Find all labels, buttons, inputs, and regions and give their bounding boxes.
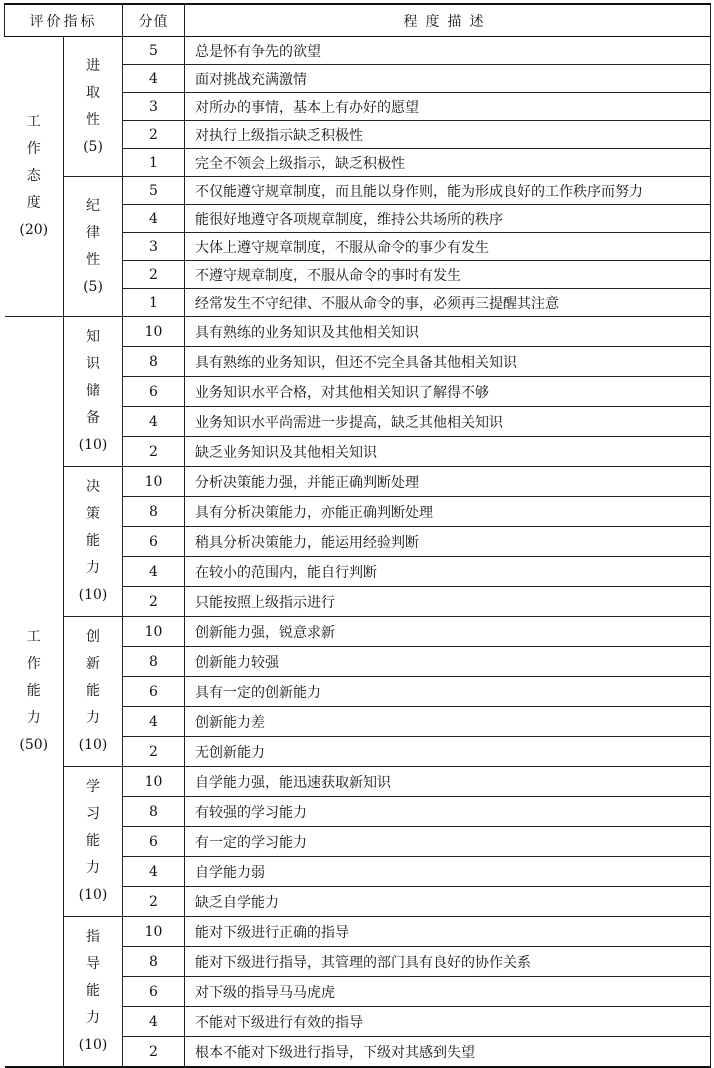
- group-label: [5, 37, 64, 317]
- description-cell: 在较小的范围内，能自行判断: [185, 557, 711, 587]
- score-cell: 8: [123, 947, 185, 977]
- description-cell: 经常发生不守纪律、不服从命令的事，必须再三提醒其注意: [185, 289, 711, 317]
- score-cell: 2: [123, 261, 185, 289]
- subcategory-label-char: 能: [86, 683, 100, 699]
- subcategory-label: [64, 37, 123, 177]
- subcategory-label-char: 取: [86, 84, 100, 101]
- group-label-char: 工: [26, 629, 41, 645]
- description-cell: 不仅能遵守规章制度，而且能以身作则，能为形成良好的工作秩序而努力: [185, 177, 711, 205]
- subcategory-label-char: 指: [86, 929, 100, 945]
- score-cell: 10: [123, 917, 185, 947]
- score-cell: 2: [123, 121, 185, 149]
- subcategory-label-char: 力: [86, 860, 100, 876]
- group-label-char: 能: [26, 683, 41, 699]
- description-cell: 业务知识水平尚需进一步提高，缺乏其他相关知识: [185, 407, 711, 437]
- score-cell: 4: [123, 205, 185, 233]
- subcategory-points: (10): [78, 1037, 108, 1053]
- score-cell: 2: [123, 887, 185, 917]
- description-cell: 不遵守规章制度，不服从命令的事时有发生: [185, 261, 711, 289]
- score-cell: 3: [123, 233, 185, 261]
- subcategory-label-char: 知: [86, 329, 100, 345]
- subcategory-label-char: 力: [86, 1010, 100, 1026]
- description-cell: 自学能力强，能迅速获取新知识: [185, 767, 711, 797]
- subcategory-label-char: 性: [86, 251, 100, 268]
- description-cell: 创新能力较强: [185, 647, 711, 677]
- subcategory-label-char: 决: [86, 479, 100, 495]
- description-cell: 稍具分析决策能力，能运用经验判断: [185, 527, 711, 557]
- description-cell: 业务知识水平合格，对其他相关知识了解得不够: [185, 377, 711, 407]
- subcategory-label-char: 创: [86, 629, 100, 645]
- group-label-char: 工: [26, 114, 41, 130]
- subcategory-label-char: 导: [86, 956, 100, 972]
- subcategory-label-char: 律: [86, 224, 100, 241]
- description-cell: 具有熟练的业务知识及其他相关知识: [185, 317, 711, 347]
- score-cell: 8: [123, 497, 185, 527]
- score-cell: 5: [123, 37, 185, 65]
- table-row: [5, 37, 711, 65]
- score-cell: 6: [123, 677, 185, 707]
- description-cell: 缺乏业务知识及其他相关知识: [185, 437, 711, 467]
- group-label-char: 度: [26, 195, 41, 211]
- description-cell: 有较强的学习能力: [185, 797, 711, 827]
- description-cell: 分析决策能力强，并能正确判断处理: [185, 467, 711, 497]
- subcategory-label-char: 纪: [86, 197, 100, 214]
- group-label-char: 力: [26, 710, 41, 726]
- description-cell: 能对下级进行正确的指导: [185, 917, 711, 947]
- description-cell: 对下级的指导马马虎虎: [185, 977, 711, 1007]
- score-cell: 10: [123, 617, 185, 647]
- subcategory-points: (10): [78, 737, 108, 753]
- subcategory-label: [64, 317, 123, 467]
- subcategory-label-char: 力: [86, 710, 100, 726]
- subcategory-label: [64, 767, 123, 917]
- score-cell: 2: [123, 737, 185, 767]
- score-cell: 2: [123, 587, 185, 617]
- subcategory-label: [64, 177, 123, 317]
- score-cell: 10: [123, 767, 185, 797]
- description-cell: 完全不领会上级指示，缺乏积极性: [185, 149, 711, 177]
- description-cell: 具有分析决策能力，亦能正确判断处理: [185, 497, 711, 527]
- score-cell: 2: [123, 1037, 185, 1068]
- description-cell: 具有一定的创新能力: [185, 677, 711, 707]
- score-cell: 4: [123, 65, 185, 93]
- header-score: 分值: [123, 4, 185, 37]
- group-points: (20): [19, 222, 49, 238]
- table-row: [5, 467, 711, 497]
- group-label-char: 作: [26, 656, 41, 672]
- table-row: [5, 177, 711, 205]
- score-cell: 4: [123, 557, 185, 587]
- table-row: [5, 917, 711, 947]
- subcategory-label: [64, 617, 123, 767]
- subcategory-points: (10): [78, 437, 108, 453]
- description-cell: 只能按照上级指示进行: [185, 587, 711, 617]
- description-cell: 大体上遵守规章制度，不服从命令的事少有发生: [185, 233, 711, 261]
- score-cell: 4: [123, 1007, 185, 1037]
- subcategory-label-char: 进: [86, 57, 100, 74]
- description-cell: 面对挑战充满激情: [185, 65, 711, 93]
- score-cell: 5: [123, 177, 185, 205]
- subcategory-label-char: 储: [86, 383, 100, 399]
- description-cell: 对所办的事情，基本上有办好的愿望: [185, 93, 711, 121]
- subcategory-label-char: 策: [86, 506, 100, 522]
- description-cell: 缺乏自学能力: [185, 887, 711, 917]
- table-row: [5, 317, 711, 347]
- score-cell: 6: [123, 977, 185, 1007]
- subcategory-label-char: 习: [86, 806, 100, 822]
- score-cell: 8: [123, 647, 185, 677]
- score-cell: 4: [123, 857, 185, 887]
- score-cell: 8: [123, 347, 185, 377]
- description-cell: 无创新能力: [185, 737, 711, 767]
- table-row: [5, 617, 711, 647]
- subcategory-points: (10): [78, 887, 108, 903]
- description-cell: 不能对下级进行有效的指导: [185, 1007, 711, 1037]
- score-cell: 6: [123, 827, 185, 857]
- header-indicator: 评价指标: [5, 4, 123, 37]
- subcategory-label-char: 能: [86, 533, 100, 549]
- description-cell: 具有熟练的业务知识，但还不完全具备其他相关知识: [185, 347, 711, 377]
- score-cell: 3: [123, 93, 185, 121]
- subcategory-points: (5): [83, 278, 103, 295]
- description-cell: 有一定的学习能力: [185, 827, 711, 857]
- description-cell: 自学能力弱: [185, 857, 711, 887]
- group-points: (50): [19, 737, 49, 753]
- score-cell: 1: [123, 289, 185, 317]
- score-cell: 6: [123, 527, 185, 557]
- description-cell: 创新能力强，锐意求新: [185, 617, 711, 647]
- subcategory-label-char: 能: [86, 983, 100, 999]
- evaluation-table: [4, 3, 711, 1068]
- header-description: 程度描述: [185, 4, 711, 37]
- description-cell: 能对下级进行指导，其管理的部门具有良好的协作关系: [185, 947, 711, 977]
- subcategory-label: [64, 917, 123, 1068]
- header-row: [5, 4, 711, 37]
- group-label: [5, 317, 64, 1068]
- subcategory-label: [64, 467, 123, 617]
- subcategory-label-char: 学: [86, 779, 100, 795]
- subcategory-points: (10): [78, 587, 108, 603]
- subcategory-label-char: 能: [86, 833, 100, 849]
- subcategory-label-char: 性: [86, 111, 100, 128]
- score-cell: 6: [123, 377, 185, 407]
- score-cell: 2: [123, 437, 185, 467]
- score-cell: 1: [123, 149, 185, 177]
- description-cell: 总是怀有争先的欲望: [185, 37, 711, 65]
- description-cell: 能很好地遵守各项规章制度，维持公共场所的秩序: [185, 205, 711, 233]
- score-cell: 4: [123, 407, 185, 437]
- subcategory-label-char: 备: [86, 410, 100, 426]
- subcategory-label-char: 识: [86, 356, 100, 372]
- description-cell: 对执行上级指示缺乏积极性: [185, 121, 711, 149]
- subcategory-points: (5): [83, 138, 103, 155]
- score-cell: 10: [123, 317, 185, 347]
- table-row: [5, 767, 711, 797]
- group-label-char: 态: [26, 168, 41, 184]
- description-cell: 根本不能对下级进行指导，下级对其感到失望: [185, 1037, 711, 1068]
- subcategory-label-char: 力: [86, 560, 100, 576]
- score-cell: 8: [123, 797, 185, 827]
- description-cell: 创新能力差: [185, 707, 711, 737]
- score-cell: 4: [123, 707, 185, 737]
- subcategory-label-char: 新: [86, 656, 100, 672]
- score-cell: 10: [123, 467, 185, 497]
- group-label-char: 作: [26, 141, 41, 157]
